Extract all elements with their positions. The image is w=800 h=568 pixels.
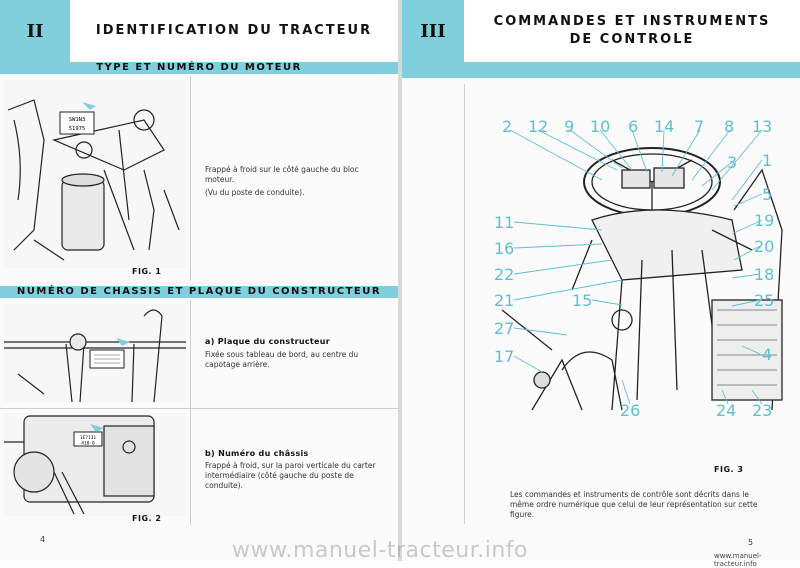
callout: 3 — [727, 153, 738, 172]
callout: 6 — [628, 117, 639, 136]
callout: 8 — [724, 117, 735, 136]
callout: 26 — [620, 401, 641, 420]
callout: 15 — [572, 291, 593, 310]
callout: 4 — [762, 345, 773, 364]
fig3-label: FIG. 3 — [714, 465, 744, 474]
chassis-heading: b) Numéro du châssis — [205, 449, 309, 458]
chassis-text: Frappé à froid, sur la paroi verticale du carter intermédiaire (côté gauche du poste de conduite). — [205, 461, 376, 491]
engine-illustration — [4, 80, 186, 268]
callout: 13 — [752, 117, 773, 136]
callout: 17 — [494, 347, 515, 366]
plate-heading: a) Plaque du constructeur — [205, 337, 330, 346]
engine-plate-line-1: SW1N3 — [68, 117, 86, 123]
callout: 14 — [654, 117, 675, 136]
controls-illustration — [472, 110, 800, 430]
plate-text: Fixée sous tableau de bord, au centre du capotage arrière. — [205, 350, 359, 370]
engine-plate-line-2: 51975 — [68, 126, 86, 132]
section-number: II — [26, 20, 44, 42]
page-title: IDENTIFICATION DU TRACTEUR — [95, 22, 373, 38]
page-title-line-1: COMMANDES ET INSTRUMENTS — [493, 13, 771, 29]
divider — [190, 300, 191, 525]
chassis-illustration — [4, 412, 186, 516]
divider — [464, 84, 465, 524]
watermark: www.manuel-tracteur.info — [232, 538, 528, 563]
band-engine: TYPE ET NUMÉRO DU MOTEUR — [0, 62, 398, 74]
plate-illustration — [4, 304, 186, 402]
engine-note: (Vu du poste de conduite). — [205, 188, 305, 197]
site-url: www.manuel-tracteur.info — [714, 552, 762, 568]
engine-text: Frappé à froid sur le côté gauche du bloc moteur. — [205, 165, 359, 185]
page-number: 5 — [748, 538, 754, 547]
callout: 18 — [754, 265, 775, 284]
callout: 10 — [590, 117, 611, 136]
callout: 7 — [694, 117, 705, 136]
fig1-label: FIG. 1 — [132, 267, 162, 276]
chassis-plate-line-1: 1E7131 — [79, 436, 97, 441]
callout: 1 — [762, 151, 773, 170]
callout: 21 — [494, 291, 515, 310]
divider — [0, 408, 398, 409]
chassis-plate-line-2: 410·0 — [81, 441, 95, 447]
callout: 27 — [494, 319, 515, 338]
section-number: III — [420, 20, 446, 42]
callout: 20 — [754, 237, 775, 256]
band-chassis: NUMÉRO DE CHASSIS ET PLAQUE DU CONSTRUCTEUR — [0, 286, 398, 298]
fig2-label: FIG. 2 — [132, 514, 162, 523]
callout: 25 — [754, 291, 775, 310]
callout: 9 — [564, 117, 575, 136]
callout: 24 — [716, 401, 737, 420]
right-page — [402, 0, 800, 568]
callout: 16 — [494, 239, 515, 258]
page-title-line-2: DE CONTROLE — [569, 32, 695, 47]
callout: 12 — [528, 117, 549, 136]
figure-caption: Les commandes et instruments de contrôle sont décrits dans le même ordre numérique que celui de leur représentation sur cette figure. — [510, 490, 758, 520]
divider — [190, 76, 191, 281]
callout: 22 — [494, 265, 515, 284]
callout: 23 — [752, 401, 773, 420]
callout: 19 — [754, 211, 775, 230]
left-page — [0, 0, 398, 561]
page-number: 4 — [40, 535, 46, 544]
page-title — [464, 0, 800, 62]
callout: 2 — [502, 117, 513, 136]
callout: 5 — [762, 185, 773, 204]
callout: 11 — [494, 213, 515, 232]
accent-band — [402, 62, 800, 78]
